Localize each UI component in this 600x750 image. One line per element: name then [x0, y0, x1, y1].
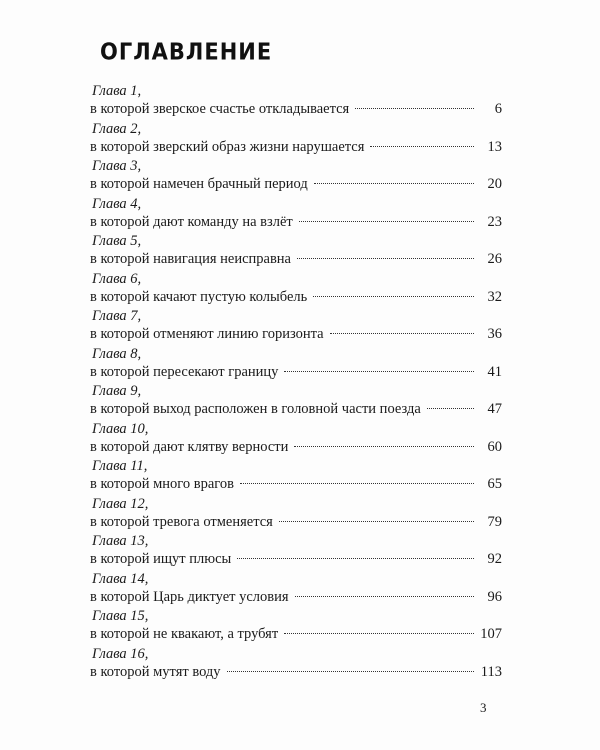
chapter-label: Глава 2, [92, 120, 142, 137]
page-number: 6 [494, 101, 502, 117]
toc-line [90, 587, 502, 607]
page-number: 47 [487, 401, 502, 417]
dot-leader [370, 146, 474, 147]
chapter-label: Глава 3, [92, 158, 142, 174]
chapter-title: в которой дают клятву верности [90, 438, 289, 455]
dot-leader [355, 108, 474, 109]
chapter-title: в которой качают пустую колыбель [90, 288, 308, 305]
toc-line [90, 212, 502, 232]
toc-entry[interactable] [90, 83, 502, 121]
chapter-title: в которой ищут плюсы [90, 551, 232, 567]
dot-leader [427, 408, 474, 409]
chapter-title: в которой пересекают границу [90, 363, 279, 380]
chapter-label: Глава 12, [92, 495, 149, 512]
toc-entry[interactable] [90, 196, 502, 234]
chapter-title: в которой отменяют линию горизонта [90, 326, 324, 342]
dot-leader [313, 296, 474, 297]
chapter-title: в которой Царь диктует условия [90, 588, 289, 605]
page-number: 113 [480, 663, 502, 680]
toc-entry[interactable] [90, 308, 502, 346]
toc-line [90, 624, 502, 644]
chapter-title: в которой намечен брачный период [90, 176, 308, 192]
chapter-label: Глава 10, [92, 420, 149, 437]
toc-entry[interactable] [90, 271, 502, 309]
page-number: 20 [487, 176, 502, 192]
chapter-title: в которой навигация неисправна [90, 251, 291, 267]
toc-line [90, 662, 502, 682]
page-number: 32 [487, 288, 502, 305]
toc-line [90, 437, 502, 457]
toc-entry[interactable] [90, 496, 502, 534]
chapter-title: в которой дают команду на взлёт [90, 213, 293, 230]
toc-line [90, 362, 502, 382]
page-number: 92 [487, 551, 502, 567]
dot-leader [299, 221, 474, 222]
toc-line [90, 174, 502, 194]
toc-entry[interactable] [90, 458, 502, 496]
page-number: 96 [487, 588, 502, 605]
toc-line [90, 249, 502, 269]
dot-leader [227, 671, 474, 672]
toc-entry[interactable] [90, 421, 502, 459]
toc-entry[interactable] [90, 158, 502, 196]
page-number: 36 [487, 326, 502, 342]
page-number: 23 [487, 213, 502, 230]
chapter-title: в которой тревога отменяется [90, 513, 273, 530]
toc-entry[interactable] [90, 383, 502, 421]
toc-line [90, 399, 502, 419]
toc-line [90, 512, 502, 532]
chapter-label: Глава 8, [92, 345, 142, 362]
toc-entry[interactable] [90, 233, 502, 271]
dot-leader [294, 446, 474, 447]
toc-line [90, 474, 502, 494]
toc-line [90, 287, 502, 307]
toc-entry[interactable] [90, 346, 502, 384]
page-number: 79 [487, 513, 502, 530]
dot-leader [237, 558, 474, 559]
chapter-label: Глава 11, [92, 458, 148, 474]
toc-entry[interactable] [90, 571, 502, 609]
chapter-label: Глава 16, [92, 645, 149, 662]
chapter-label: Глава 7, [92, 308, 142, 324]
chapter-title: в которой много врагов [90, 476, 234, 492]
chapter-label: Глава 14, [92, 570, 149, 587]
page-title: ОГЛАВЛЕНИЕ [100, 38, 273, 65]
chapter-title: в которой зверское счастье откладывается [90, 101, 350, 117]
chapter-label: Глава 13, [92, 533, 149, 549]
page-number: 41 [487, 363, 502, 380]
chapter-title: в которой не квакают, а трубят [90, 626, 279, 642]
table-of-contents [90, 83, 502, 683]
dot-leader [279, 521, 474, 522]
toc-line [90, 324, 502, 344]
chapter-label: Глава 15, [92, 608, 149, 624]
page-number: 13 [487, 138, 502, 155]
dot-leader [297, 258, 474, 259]
page-number: 65 [487, 476, 502, 492]
dot-leader [284, 633, 474, 634]
toc-entry[interactable] [90, 608, 502, 646]
chapter-label: Глава 1, [92, 83, 142, 99]
dot-leader [240, 483, 474, 484]
page-number: 107 [480, 626, 502, 642]
dot-leader [330, 333, 474, 334]
toc-entry[interactable] [90, 646, 502, 684]
toc-line [90, 137, 502, 157]
dot-leader [295, 596, 474, 597]
page-number: 26 [487, 251, 502, 267]
chapter-label: Глава 6, [92, 270, 142, 287]
chapter-title: в которой мутят воду [90, 663, 221, 680]
chapter-title: в которой зверский образ жизни нарушается [90, 138, 365, 155]
chapter-label: Глава 5, [92, 233, 142, 249]
chapter-label: Глава 9, [92, 383, 142, 399]
toc-entry[interactable] [90, 533, 502, 571]
page-number: 60 [487, 438, 502, 455]
page-folio: 3 [480, 700, 487, 715]
toc-entry[interactable] [90, 121, 502, 159]
chapter-label: Глава 4, [92, 195, 142, 212]
toc-line [90, 99, 502, 119]
chapter-title: в которой выход расположен в головной части поезда [90, 401, 421, 417]
dot-leader [284, 371, 474, 372]
toc-line [90, 549, 502, 569]
dot-leader [314, 183, 474, 184]
